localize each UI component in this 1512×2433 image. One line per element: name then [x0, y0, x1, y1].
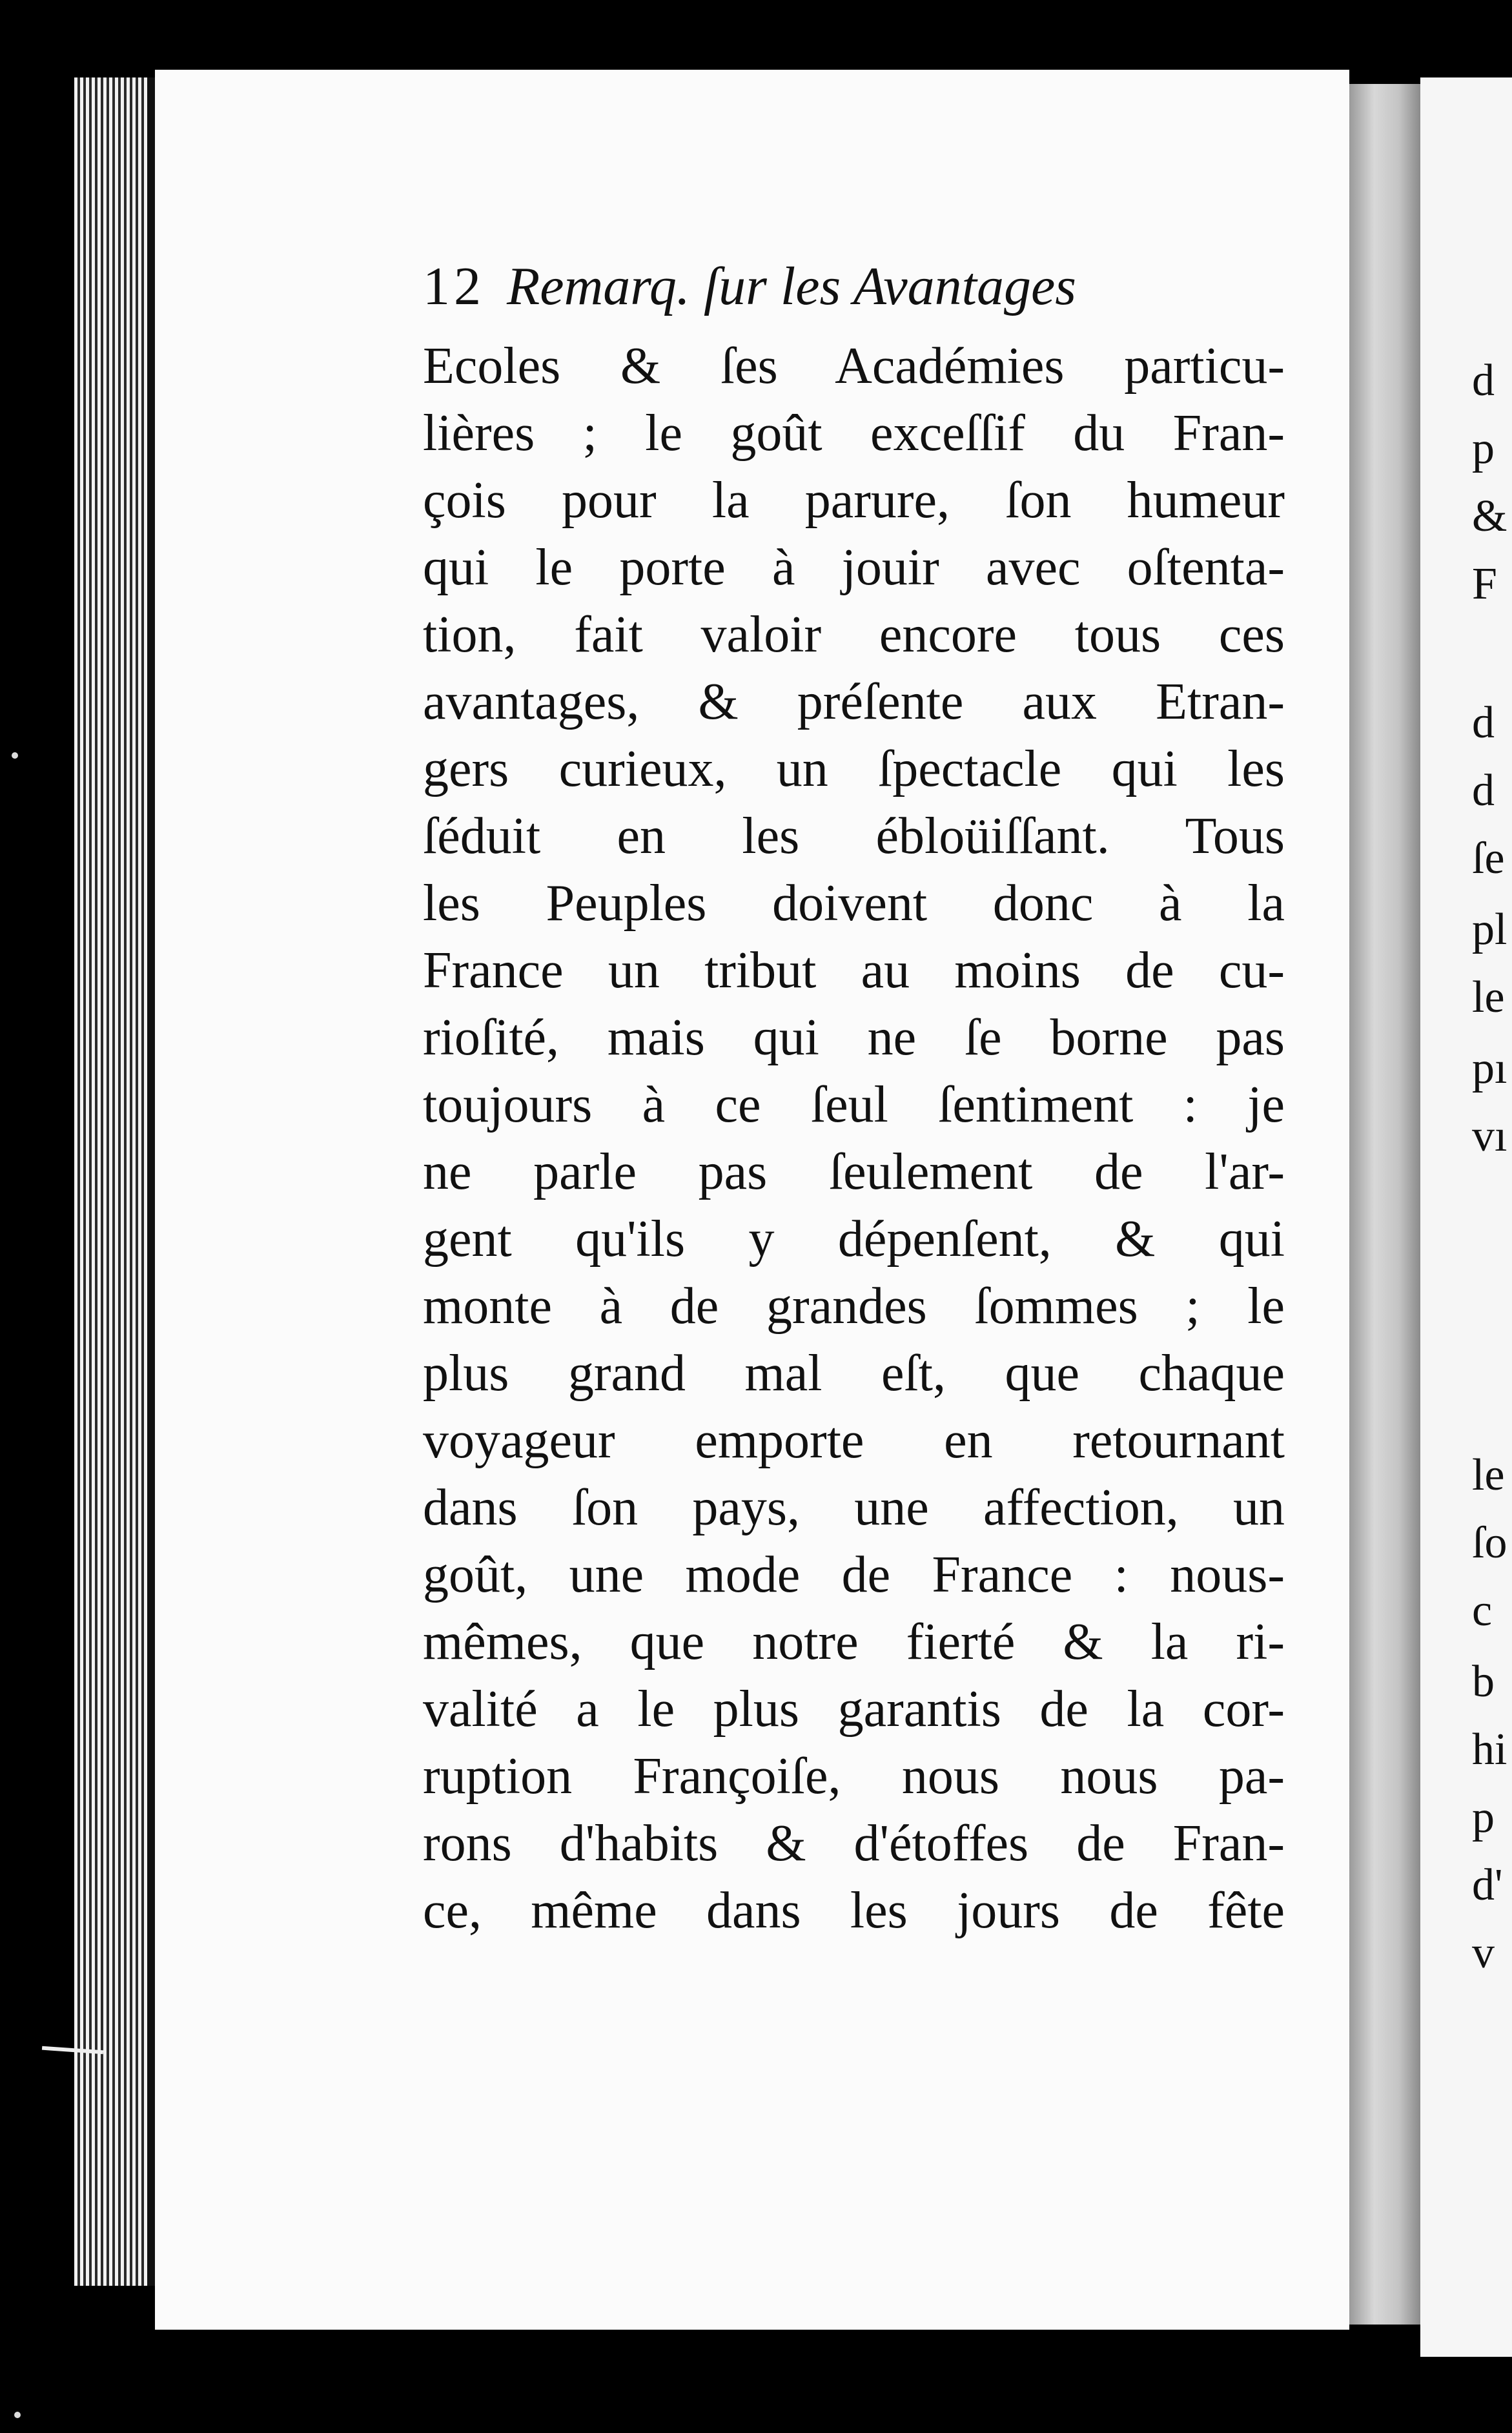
text-line: ne parle pas ſeulement de l'ar- — [423, 1144, 1285, 1200]
text-line: mêmes, que notre fierté & la ri- — [423, 1614, 1285, 1670]
facing-page-fragment: & — [1472, 491, 1507, 541]
text-line: ce, même dans les jours de fête — [423, 1882, 1285, 1939]
facing-page-fragment: pı — [1472, 1043, 1507, 1093]
text-line: monte à de grandes ſommes ; le — [423, 1278, 1285, 1335]
text-line: Ecoles & ſes Académies particu- — [423, 338, 1285, 395]
facing-page-fragment: d — [1472, 766, 1495, 816]
facing-page-fragment: ſo — [1472, 1518, 1507, 1568]
facing-page-fragment: v — [1472, 1928, 1495, 1978]
facing-page-fragment: p — [1472, 1792, 1495, 1842]
text-line: France un tribut au moins de cu- — [423, 942, 1285, 999]
facing-page-fragment: d' — [1472, 1860, 1503, 1910]
text-line: plus grand mal eſt, que chaque — [423, 1345, 1285, 1402]
text-line: lières ; le goût exceſſif du Fran- — [423, 405, 1285, 462]
text-line: valité a le plus garantis de la cor- — [423, 1681, 1285, 1738]
text-line: rioſité, mais qui ne ſe borne pas — [423, 1009, 1285, 1066]
edge-dot — [14, 2412, 21, 2418]
facing-page-fragment: p — [1472, 424, 1495, 473]
facing-page-fragment: F — [1472, 559, 1497, 609]
facing-page-fragment: b — [1472, 1657, 1495, 1707]
facing-page-fragment: d — [1472, 356, 1495, 406]
facing-page-fragment: ſe — [1472, 834, 1505, 883]
text-line: les Peuples doivent donc à la — [423, 875, 1285, 932]
text-line: avantages, & préſente aux Etran- — [423, 673, 1285, 730]
page-number: 12 — [423, 256, 485, 316]
book-gutter — [1349, 84, 1420, 2325]
facing-page-fragment: d — [1472, 698, 1495, 748]
running-head — [423, 255, 1076, 318]
edge-dot — [12, 752, 18, 759]
text-line: dans ſon pays, une affection, un — [423, 1479, 1285, 1536]
text-line: voyageur emporte en retournant — [423, 1412, 1285, 1469]
text-line: gers curieux, un ſpectacle qui les — [423, 741, 1285, 797]
text-line: ruption Françoiſe, nous nous pa- — [423, 1748, 1285, 1805]
facing-page-fragment: le — [1472, 1450, 1505, 1500]
text-line: toujours à ce ſeul ſentiment : je — [423, 1076, 1285, 1133]
text-line: rons d'habits & d'étoffes de Fran- — [423, 1815, 1285, 1872]
running-title: Remarq. ſur les Avantages — [507, 256, 1076, 316]
facing-page — [1420, 77, 1512, 2357]
text-line: çois pour la parure, ſon humeur — [423, 472, 1285, 529]
body-text — [423, 333, 1285, 1944]
text-line: ſéduit en les ébloüiſſant. Tous — [423, 808, 1285, 865]
facing-page-fragment: hi — [1472, 1725, 1507, 1774]
text-line: qui le porte à jouir avec oſtenta- — [423, 539, 1285, 596]
text-line: gent qu'ils y dépenſent, & qui — [423, 1211, 1285, 1268]
facing-page-fragment: pl — [1472, 905, 1507, 954]
facing-page-fragment: vı — [1472, 1111, 1507, 1161]
facing-page-fragment: le — [1472, 972, 1505, 1022]
text-line: goût, une mode de France : nous- — [423, 1546, 1285, 1603]
facing-page-fragment: c — [1472, 1586, 1493, 1636]
text-line: tion, fait valoir encore tous ces — [423, 606, 1285, 663]
